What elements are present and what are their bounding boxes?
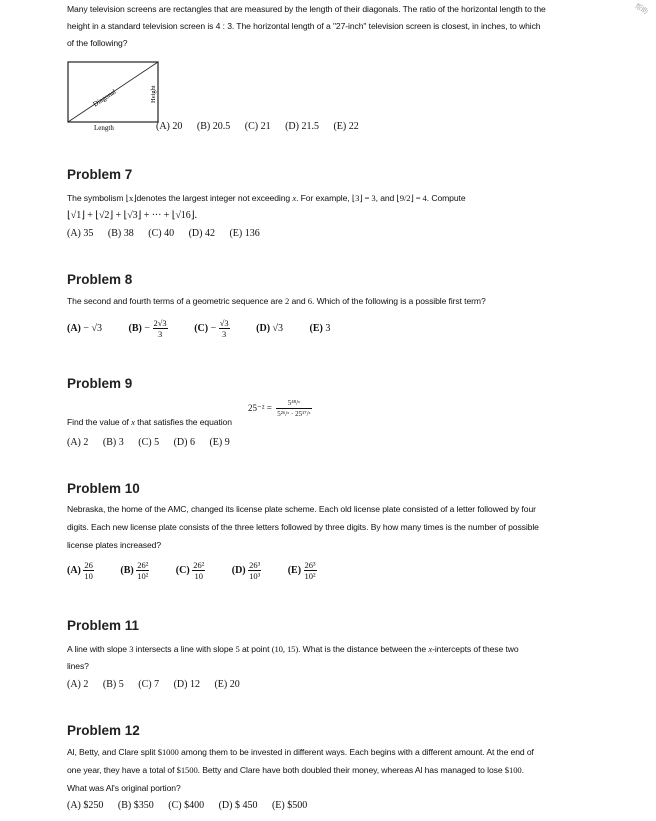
intro-line-1: Many television screens are rectangles that are measured by the length of their diagonals. The ratio of the horizontal length to the	[67, 4, 546, 14]
figure-length-label: Length	[94, 124, 114, 132]
choice-d[interactable]: (D) 21.5	[285, 121, 319, 132]
choice-b[interactable]: (B) 5	[102, 679, 124, 690]
choice-b[interactable]: (B) $\frac{\text{26²}}{\text{10²}}$	[120, 560, 149, 581]
choice-d[interactable]: (D) $ 450	[218, 800, 258, 811]
tv-diagram	[67, 61, 162, 136]
choice-d[interactable]: (D) $\frac{\text{26³}}{\text{10³}}$	[231, 560, 261, 581]
choice-a[interactable]: (A) 2	[67, 437, 89, 448]
choice-e[interactable]: (E) 22	[333, 121, 359, 132]
choice-d[interactable]: (D) √3	[256, 322, 284, 334]
choice-b[interactable]: (B) 38	[107, 228, 134, 239]
problem-9-choices	[67, 437, 607, 448]
choice-c[interactable]: (C) 7	[138, 679, 160, 690]
choice-e[interactable]: (E) 9	[209, 437, 230, 448]
choice-c[interactable]: (C) $400	[168, 800, 205, 811]
figure-diagonal-label: Diagonal	[91, 87, 118, 109]
problem-12-title: Problem 12	[67, 723, 140, 738]
problem-7-sum: ⌊√1⌋ + ⌊√2⌋ + ⌊√3⌋ + ··· + ⌊√16⌋.	[67, 210, 197, 221]
problem-7-choices	[67, 228, 607, 239]
intro-line-3: of the following?	[67, 38, 128, 48]
problem-12-choices	[67, 800, 607, 811]
choice-c[interactable]: (C) − $\frac{√3}{3}$	[194, 318, 229, 339]
choice-d[interactable]: (D) 42	[188, 228, 215, 239]
choice-c[interactable]: (C) $\frac{\text{26²}}{10}$	[175, 560, 205, 581]
choice-e[interactable]: (E) $\frac{\text{26³}}{\text{10²}}$	[287, 560, 316, 581]
choice-e[interactable]: (E) $500	[271, 800, 308, 811]
problem-10-title: Problem 10	[67, 481, 140, 496]
intro-choices	[156, 121, 656, 132]
problem-11-choices	[67, 679, 607, 690]
problem-11-title: Problem 11	[67, 618, 140, 633]
problem-9-equation: 25⁻² = $\frac{\text{5⁴⁸/ˣ}}{\text{5²⁶/ˣ · 25¹⁷/ˣ}}$	[248, 399, 311, 418]
problem-7-title: Problem 7	[67, 167, 133, 182]
intro-line-2: height in a standard television screen is 4 : 3. The horizontal length of a "27-inch" television screen is closest, in inches, to which	[67, 21, 541, 31]
problem-9-title: Problem 9	[67, 376, 133, 391]
intro-text	[67, 1, 607, 52]
problem-8-text: The second and fourth terms of a geometric sequence are 2 and 6. Which of the following is a possible first term?	[67, 296, 486, 306]
choice-c[interactable]: (C) 40	[148, 228, 175, 239]
choice-a[interactable]: (A) − √3	[67, 322, 103, 334]
choice-c[interactable]: (C) 5	[138, 437, 160, 448]
choice-a[interactable]: (A) 35	[67, 228, 94, 239]
choice-b[interactable]: (B) $350	[117, 800, 154, 811]
choice-b[interactable]: (B) 3	[102, 437, 124, 448]
choice-a[interactable]: (A) $250	[67, 800, 104, 811]
problem-11-text: A line with slope 3 intersects a line with slope 5 at point (10, 15). What is the distance between the x-intercepts of these two lines?	[67, 644, 519, 671]
choice-c[interactable]: (C) 21	[244, 121, 271, 132]
problem-10-choices	[67, 560, 607, 581]
choice-a[interactable]: (A) 20	[156, 121, 183, 132]
problem-9-text: Find the value of x that satisfies the equation	[67, 417, 232, 427]
problem-12-text: Al, Betty, and Clare split $1000 among them to be invested in different ways. Each begins with a different amount. At the end of one year, they have a total of $1500. Betty and Clare have both doubled their money, whereas Al has managed to lose $100. What was Al's original portion?	[67, 747, 534, 793]
choice-e[interactable]: (E) 3	[309, 322, 331, 334]
problem-8-choices	[67, 318, 607, 339]
choice-d[interactable]: (D) 6	[173, 437, 195, 448]
svg-text:帮助: 帮助	[633, 2, 650, 16]
problem-10-text: Nebraska, the home of the AMC, changed its license plate scheme. Each old license plate consisted of a letter followed by four digits. Each new license plate consists of the three letters followed by three digits. By how many times is the number of possible license plates increased?	[67, 504, 539, 550]
choice-a[interactable]: (A) 2	[67, 679, 89, 690]
problem-8-title: Problem 8	[67, 272, 133, 287]
choice-e[interactable]: (E) 136	[229, 228, 260, 239]
problem-7-text: The symbolism ⌊x⌋denotes the largest integer not exceeding x. For example, ⌊3⌋ = 3, and ⌊9/2⌋ = 4. Compute ⌊√1⌋ + ⌊√2⌋ + ⌊√3⌋ + ··· + ⌊√16⌋.	[67, 190, 607, 224]
corner-badge-icon	[630, 0, 656, 20]
choice-b[interactable]: (B) 20.5	[196, 121, 231, 132]
choice-b[interactable]: (B) − $\frac{2√3}{3}$	[128, 318, 167, 339]
choice-a[interactable]: (A) $\frac{26}{10}$	[67, 560, 93, 581]
choice-d[interactable]: (D) 12	[173, 679, 200, 690]
choice-e[interactable]: (E) 20	[214, 679, 240, 690]
figure-height-label: Height	[150, 85, 157, 103]
